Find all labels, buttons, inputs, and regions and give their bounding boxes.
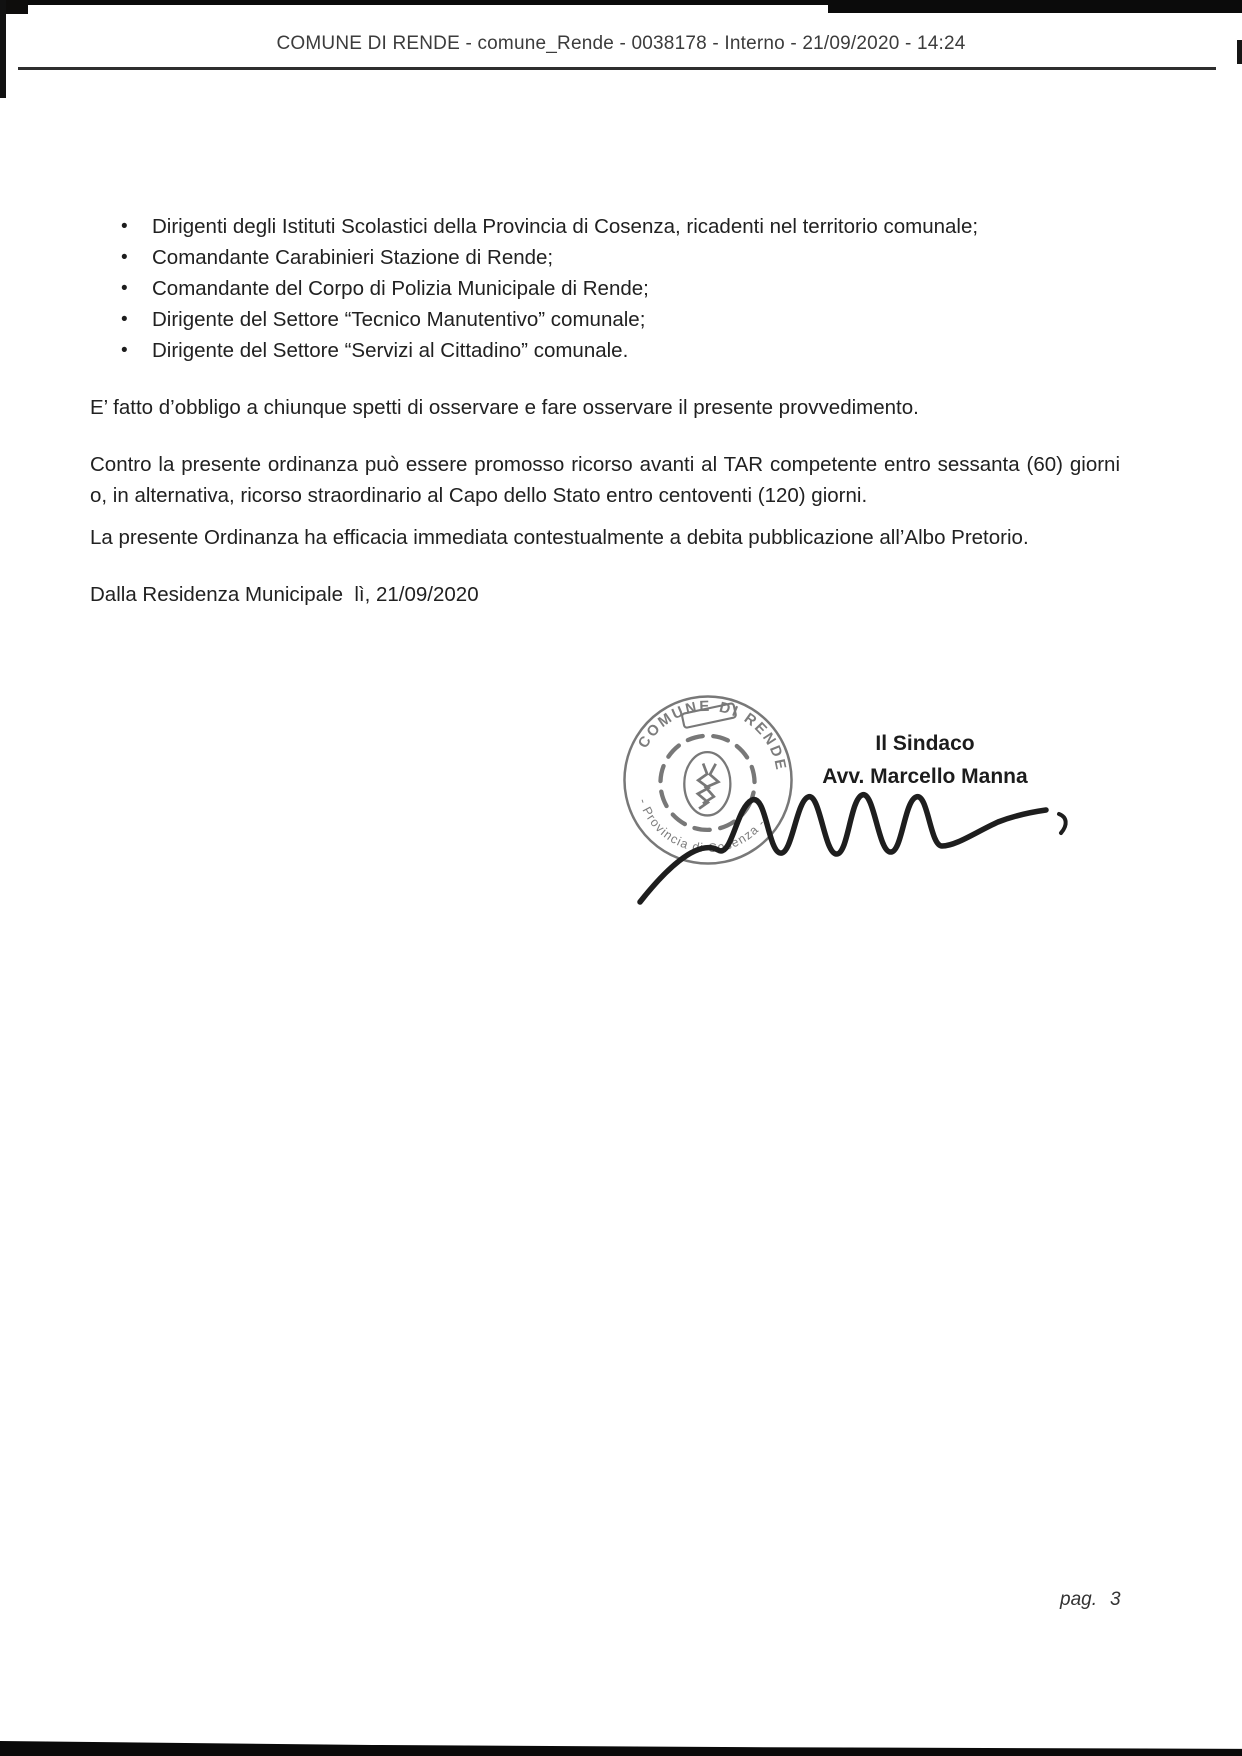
stamp-top-arc-text: COMUNE DI RENDE: [635, 698, 789, 774]
recipient-item: • Dirigenti degli Istituti Scolastici della Provincia di Cosenza, ricadenti nel territorio comunale;: [90, 211, 1120, 242]
page-number: [1060, 1589, 1121, 1611]
document-body: [90, 211, 1120, 610]
signatory-name: Avv. Marcello Manna: [822, 765, 1028, 788]
stamp-bottom-arc-text: - Provincia di Cosenza -: [635, 796, 769, 856]
paragraph-ricorso: Contro la presente ordinanza può essere promosso ricorso avanti al TAR competente entro sessanta (60) giorni o, in alternativa, ricorso straordinario al Capo dello Stato entro centoventi (120) giorni.: [90, 453, 1120, 507]
page-number-value: 3: [1109, 1589, 1121, 1610]
signature-stroke: [640, 795, 1046, 902]
header-divider: [18, 67, 1216, 70]
recipient-item: • Dirigente del Settore “Servizi al Cittadino” comunale.: [90, 335, 1120, 366]
recipient-item: • Dirigente del Settore “Tecnico Manutentivo” comunale;: [90, 304, 1120, 335]
recipient-item: • Comandante del Corpo di Polizia Municipale di Rende;: [90, 273, 1120, 304]
signatory-role: Il Sindaco: [875, 732, 975, 755]
paragraph-obbligo: E’ fatto d’obbligo a chiunque spetti di osservare e fare osservare il presente provvedimento.: [90, 396, 919, 419]
scan-artifact-top-right-bar: [828, 0, 1242, 13]
page-number-label: pag.: [1060, 1589, 1097, 1610]
paragraph-efficacia: La presente Ordinanza ha efficacia immediata contestualmente a debita pubblicazione all’Albo Pretorio.: [90, 526, 1029, 549]
scan-artifact-bottom-edge: [0, 1739, 1242, 1756]
recipients-list: [90, 211, 1120, 366]
protocol-header: COMUNE DI RENDE - comune_Rende - 0038178 - Interno - 21/09/2020 - 14:24: [276, 33, 966, 54]
recipient-item: • Comandante Carabinieri Stazione di Rende;: [90, 242, 1120, 273]
signature-comma-stroke: [1059, 814, 1066, 833]
handwritten-signature: [600, 770, 1080, 920]
dateline: Dalla Residenza Municipale lì, 21/09/2020: [90, 583, 479, 606]
